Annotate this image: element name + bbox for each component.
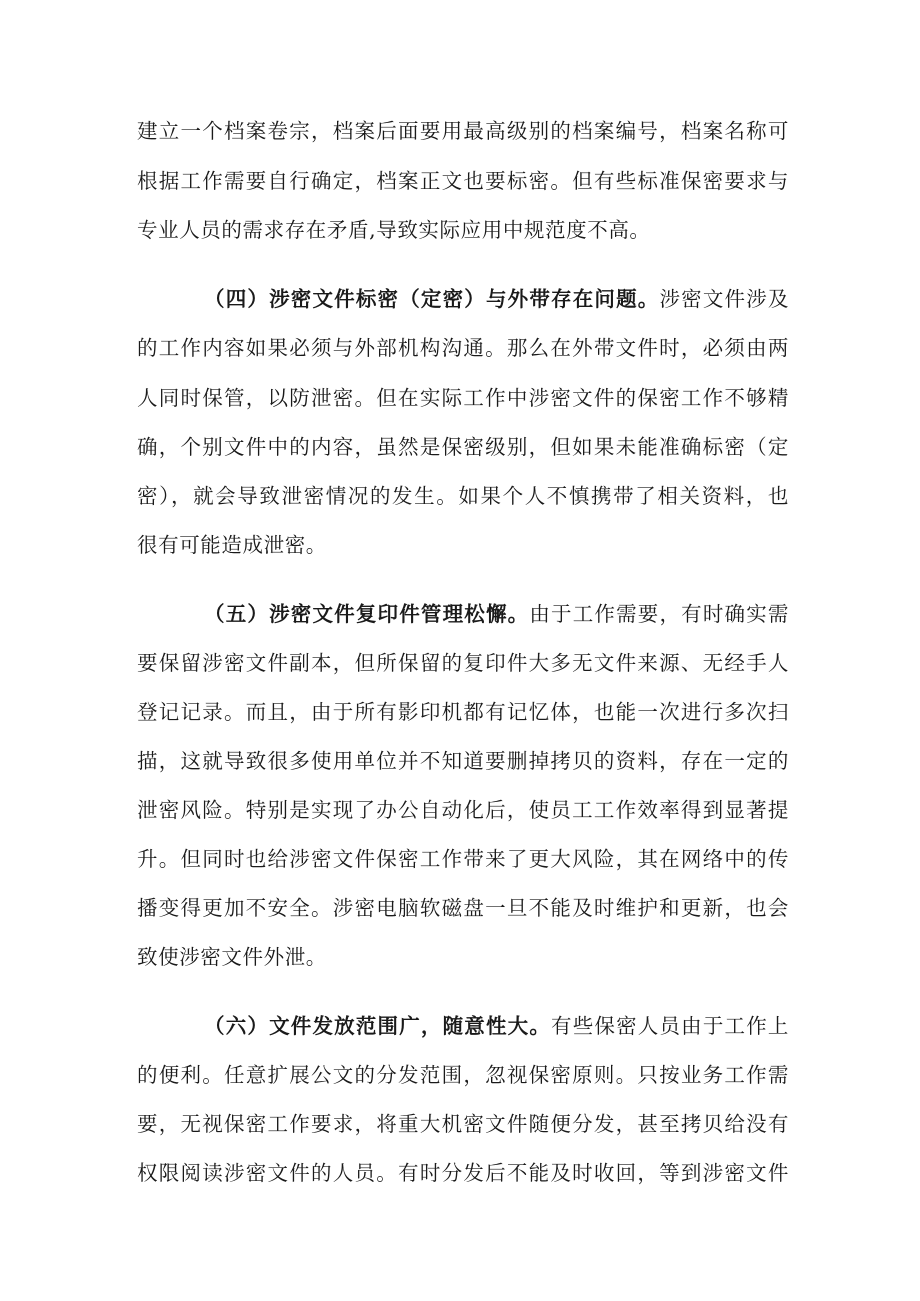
text-line: 的便利。任意扩展公文的分发范围，忽视保密原则。只按业务工作需 <box>137 1063 789 1087</box>
section-heading: （五）涉密文件复印件管理松懈。 <box>204 602 530 626</box>
text-run: 涉密文件涉及 <box>659 287 789 311</box>
text-run: 有些保密人员由于工作上 <box>551 1014 789 1038</box>
text-line: 登记记录。而且，由于所有影印机都有记忆体，也能一次进行多次扫 <box>137 700 789 724</box>
text-line: 确，个别文件中的内容，虽然是保密级别，但如果未能准确标密（定 <box>137 435 789 459</box>
text-line: 人同时保管，以防泄密。但在实际工作中涉密文件的保密工作不够精 <box>137 386 789 410</box>
text-line: 建立一个档案卷宗，档案后面要用最高级别的档案编号，档案名称可 <box>137 119 789 143</box>
text-line: 密），就会导致泄密情况的发生。如果个人不慎携带了相关资料，也 <box>137 484 789 508</box>
text-line: 描，这就导致很多使用单位并不知道要删掉拷贝的资料，存在一定的 <box>137 749 789 773</box>
section-heading: （六）文件发放范围广，随意性大。 <box>204 1014 552 1038</box>
text-line: 要保留涉密文件副本，但所保留的复印件大多无文件来源、无经手人 <box>137 651 789 675</box>
text-line: 的工作内容如果必须与外部机构沟通。那么在外带文件时，必须由两 <box>137 336 789 360</box>
text-line: 升。但同时也给涉密文件保密工作带来了更大风险，其在网络中的传 <box>137 847 789 871</box>
text-line: 权限阅读涉密文件的人员。有时分发后不能及时收回，等到涉密文件 <box>137 1161 789 1185</box>
text-line: 专业人员的需求存在矛盾,导致实际应用中规范度不高。 <box>137 218 651 242</box>
text-line: 要，无视保密工作要求，将重大机密文件随便分发，甚至拷贝给没有 <box>137 1112 789 1136</box>
text-run: 由于工作需要，有时确实需 <box>529 602 789 626</box>
text-line: 泄密风险。特别是实现了办公自动化后，使员工工作效率得到显著提 <box>137 798 789 822</box>
text-line <box>204 600 789 628</box>
text-line: 播变得更加不安全。涉密电脑软磁盘一旦不能及时维护和更新，也会 <box>137 896 789 920</box>
text-line: 很有可能造成泄密。 <box>137 533 327 557</box>
section-heading: （四）涉密文件标密（定密）与外带存在问题。 <box>204 287 660 311</box>
text-line <box>204 285 789 313</box>
text-line: 致使涉密文件外泄。 <box>137 945 327 969</box>
text-line <box>204 1012 789 1040</box>
text-line: 根据工作需要自行确定，档案正文也要标密。但有些标准保密要求与 <box>137 169 789 193</box>
